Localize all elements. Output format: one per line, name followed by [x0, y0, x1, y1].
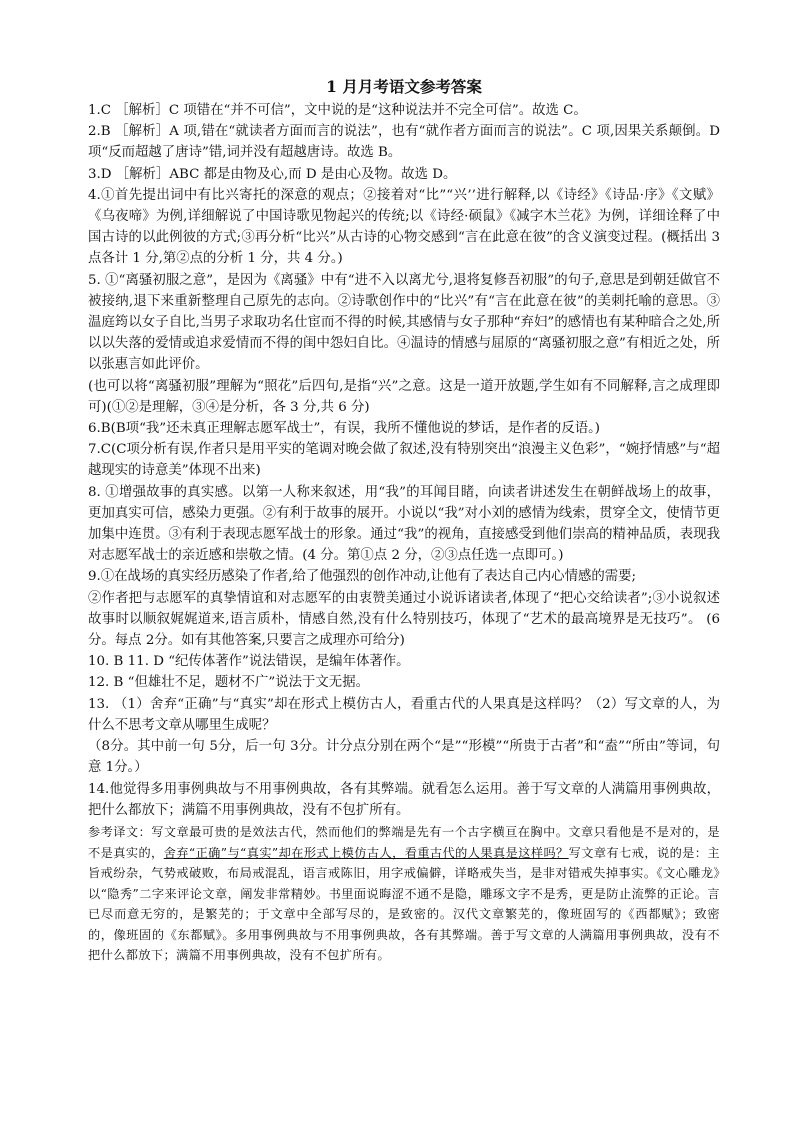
- answer-9-part-1: 9.①在战场的真实经历感染了作者,给了他强烈的创作冲动,让他有了表达自己内心情感的需要;: [88, 569, 637, 585]
- reference-translation: [88, 822, 720, 966]
- answer-13-note: （8分。其中前一句 5分，后一句 3分。计分点分别在两个“是”“形模”“所贵于古者”和“盍”“所由”等词，句意 1分。）: [88, 739, 720, 776]
- answer-2: 2.B ［解析］A 项,错在“就读者方面而言的说法”，也有“就作者方面而言的说法”。C 项,因果关系颠倒。D 项“反而超越了唐诗”错,词并没有超越唐诗。故选 B。: [88, 124, 720, 161]
- translation-part-2: 写文章有七戒，说的是：主旨戒纷杂，气势戒破败，布局戒混乱，语言戒陈旧，用字戒偏僻，详略戒失当，是非对错戒失掉事实。《文心雕龙》以“隐秀”二字来评论文章，阐发非常精妙。书里面说晦涩不通不是隐，雕琢文字不是秀，更是防止流弊的正论。言已尽而意无穷的，是繁芜的；于文章中全部写尽的，是致密的。汉代文章繁芜的，像班固写的《西都赋》；致密的，像班固的《东都赋》。多用事例典故与不用事例典故，各有其弊端。善于写文章的人满篇用事例典故，没有不把什么都放下；满篇不用事例典故，没有不包扩所有。: [88, 845, 720, 963]
- answer-6: 6.B(B项“我”还未真正理解志愿军战士”，有误，我所不懂他说的梦话，是作者的反语。): [88, 421, 601, 437]
- answer-4: 4.①首先提出词中有比兴寄托的深意的观点；②接着对“比”“兴’’进行解释,以《诗经》《诗品·序》《文赋》《乌夜啼》为例,详细解说了中国诗歌见物起兴的传统;以《诗经·硕鼠》《减字木兰花》为例，详细诠释了中国古诗的以此例彼的方式;③再分析“比兴”从古诗的心物交感到“言在此意在彼”的含义演变过程。(概括出 3 点各计 1 分,第②点的分析 1 分，共 4 分。): [88, 187, 720, 267]
- answer-12: 12. B “但雄壮不足，题材不广”说法于文无据。: [88, 675, 369, 691]
- answer-5-note: (也可以将“离骚初服”理解为“照花”后四句,是指“兴”之意。这是一道开放题,学生如有不同解释,言之成理即可)(①②是理解，③④是分析，各 3 分,共 6 分): [88, 378, 720, 415]
- answer-5: 5. ①“离骚初服之意”，是因为《离骚》中有“进不入以离尤兮,退将复修吾初服”的句子,意思是到朝廷做官不被接纳,退下来重新整理自己原先的志向。②诗歌创作中的“比兴”有“言在此意在彼”的美刺托喻的意思。③温庭筠以女子自比,当男子求取功名仕宦而不得的时候,其感情与女子那种“弃妇”的感情也有某种暗合之处,所以以失落的爱情或追求爱情而不得的闺中怨妇自比。④温诗的情感与屈原的“离骚初服之意”有相近之处，所以张惠言如此评价。: [88, 272, 720, 373]
- answer-14: 14.他觉得多用事例典故与不用事例典故，各有其弊端。就看怎么运用。善于写文章的人满篇用事例典故，把什么都放下；满篇不用事例典故，没有不包扩所有。: [88, 781, 720, 818]
- page-title: 1 月月考语文参考答案: [326, 77, 482, 96]
- answer-3: 3.D ［解析］ABC 都是由物及心,而 D 是由心及物。故选 D。: [88, 166, 457, 182]
- answer-13: 13. （1）舍弃“正确”与“真实”却在形式上模仿古人，看重古代的人果真是这样吗？（2）写文章的人，为什么不思考文章从哪里生成呢？: [88, 696, 720, 733]
- answer-7: 7.C(C项分析有误,作者只是用平实的笔调对晚会做了叙述,没有特别突出“浪漫主义色彩”，“婉抒情感”与“超越现实的诗意美”体现不出来): [88, 442, 720, 479]
- answer-8: 8. ①增强故事的真实感。以第一人称来叙述，用“我”的耳闻目睹，向读者讲述发生在朝鲜战场上的故事，更加真实可信，感染力更强。②有利于故事的展开。小说以“我”对小刘的感情为线索，贯穿全文，使情节更加集中连贯。③有利于表现志愿军战士的形象。通过“我”的视角，直接感受到他们崇高的精神品质，表现我对志愿军战士的亲近感和崇敬之情。(4 分。第①点 2 分，②③点任选一点即可。): [88, 484, 720, 564]
- answer-10-11: 10. B 11. D “纪传体著作”说法错误，是编年体著作。: [88, 654, 410, 670]
- translation-part-1: 参考译文：写文章最可贵的是效法古代，然而他们的弊端是先有一个古字横亘在胸中。文章只看他是不是对的，是不是真实的，: [88, 824, 720, 860]
- answer-1: 1.C ［解析］C 项错在“并不可信”，文中说的是“这种说法并不完全可信”。故选 C。: [88, 103, 587, 118]
- answer-9-part-2: ②作者把与志愿军的真挚情谊和对志愿军的由衷赞美通过小说诉诸读者,体现了“把心交给读者”;③小说叙述故事时以顺叙娓娓道来,语言质朴，情感自然,没有什么特别技巧，体现了“艺术的最高境界是无技巧”。 (6分。每点 2分。如有其他答案,只要言之成理亦可给分): [88, 590, 720, 649]
- answer-list: [88, 100, 720, 821]
- translation-underlined: 舍弃“正确”与“真实”却在形式上模仿古人，看重古代的人果真是这样吗？: [163, 845, 569, 860]
